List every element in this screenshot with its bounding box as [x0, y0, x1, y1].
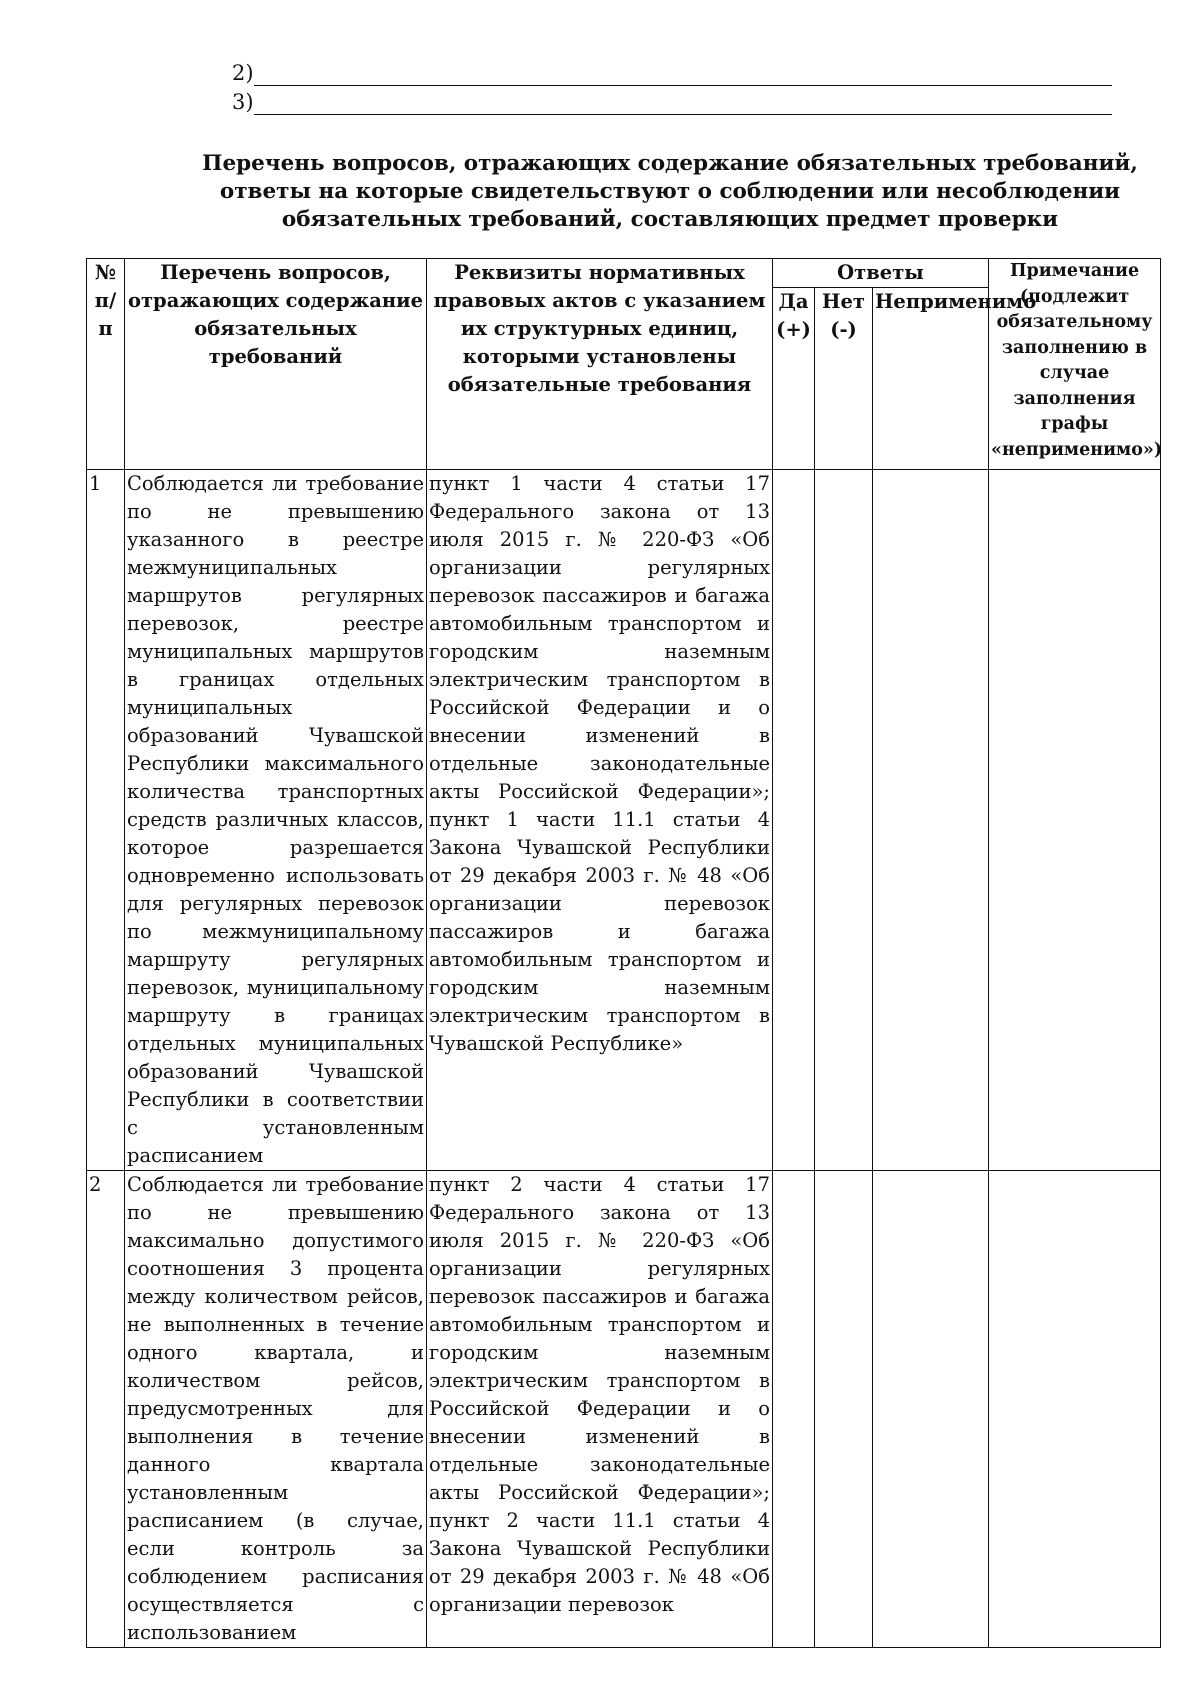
- header-note: Примечание (подлежит обязательному заполнению в случае заполнения графы «неприменимо»): [989, 259, 1161, 470]
- answer-yes-cell[interactable]: [773, 1171, 815, 1648]
- header-yes: Да (+): [773, 288, 815, 470]
- requisite-cell: пункт 2 части 4 статьи 17 Федерального закона от 13 июля 2015 г. № 220-ФЗ «Об организации регулярных перевозок пассажиров и багажа автомобильным транспортом и городским наземным электрическим транспортом в Российской Федерации и о внесении изменений в отдельные законодательные акты Российской Федерации»; пункт 2 части 11.1 статьи 4 Закона Чувашской Республики от 29 декабря 2003 г. № 48 «Об организации перевозок: [427, 1171, 773, 1648]
- checklist-table: [86, 258, 1161, 1648]
- requisite-cell: пункт 1 части 4 статьи 17 Федерального закона от 13 июля 2015 г. № 220-ФЗ «Об организации регулярных перевозок пассажиров и багажа автомобильным транспортом и городским наземным электрическим транспортом в Российской Федерации и о внесении изменений в отдельные законодательные акты Российской Федерации»; пункт 1 части 11.1 статьи 4 Закона Чувашской Республики от 29 декабря 2003 г. № 48 «Об организации перевозок пассажиров и багажа автомобильным транспортом и городским наземным электрическим транспортом в Чувашской Республике»: [427, 470, 773, 1171]
- answer-yes-cell[interactable]: [773, 470, 815, 1171]
- answer-na-cell[interactable]: [873, 1171, 989, 1648]
- header-answers: Ответы: [773, 259, 989, 288]
- answer-na-cell[interactable]: [873, 470, 989, 1171]
- heading-line-2: ответы на которые свидетельствуют о соблюдении или несоблюдении: [219, 179, 1121, 204]
- header-requisites: Реквизиты нормативных правовых актов с указанием их структурных единиц, которыми установлены обязательные требования: [427, 259, 773, 470]
- answer-no-cell[interactable]: [815, 470, 873, 1171]
- blank-line-3: [232, 89, 1112, 115]
- header-questions: Перечень вопросов, отражающих содержание обязательных требований: [125, 259, 427, 470]
- heading-line-3: обязательных требований, составляющих предмет проверки: [281, 207, 1059, 232]
- note-cell[interactable]: [989, 1171, 1161, 1648]
- line-number: 3): [232, 90, 254, 114]
- table-row: [87, 1171, 1161, 1648]
- note-cell[interactable]: [989, 470, 1161, 1171]
- fill-in-line: [254, 65, 1112, 86]
- question-cell: Соблюдается ли требование по не превышению максимально допустимого соотношения 3 процента между количеством рейсов, не выполненных в течение одного квартала, и количеством рейсов, предусмотренных для выполнения в течение данного квартала установленным расписанием (в случае, если контроль за соблюдением расписания осуществляется с использованием: [125, 1171, 427, 1648]
- header-num: № п/п: [87, 259, 125, 470]
- line-number: 2): [232, 61, 254, 85]
- header-no: Нет (-): [815, 288, 873, 470]
- row-number: 1: [87, 470, 125, 1171]
- row-number: 2: [87, 1171, 125, 1648]
- table-row: [87, 470, 1161, 1171]
- heading-line-1: Перечень вопросов, отражающих содержание обязательных требований,: [202, 151, 1138, 176]
- document-heading: [200, 150, 1140, 234]
- question-cell: Соблюдается ли требование по не превышению указанного в реестре межмуниципальных маршрутов регулярных перевозок, реестре муниципальных маршрутов в границах отдельных муниципальных образований Чувашской Республики максимального количества транспортных средств различных классов, которое разрешается одновременно использовать для регулярных перевозок по межмуниципальному маршруту регулярных перевозок, муниципальному маршруту в границах отдельных муниципальных образований Чувашской Республики в соответствии с установленным расписанием: [125, 470, 427, 1171]
- header-not-applicable: Неприменимо: [873, 288, 989, 470]
- blank-line-2: [232, 60, 1112, 86]
- answer-no-cell[interactable]: [815, 1171, 873, 1648]
- fill-in-line: [254, 94, 1112, 115]
